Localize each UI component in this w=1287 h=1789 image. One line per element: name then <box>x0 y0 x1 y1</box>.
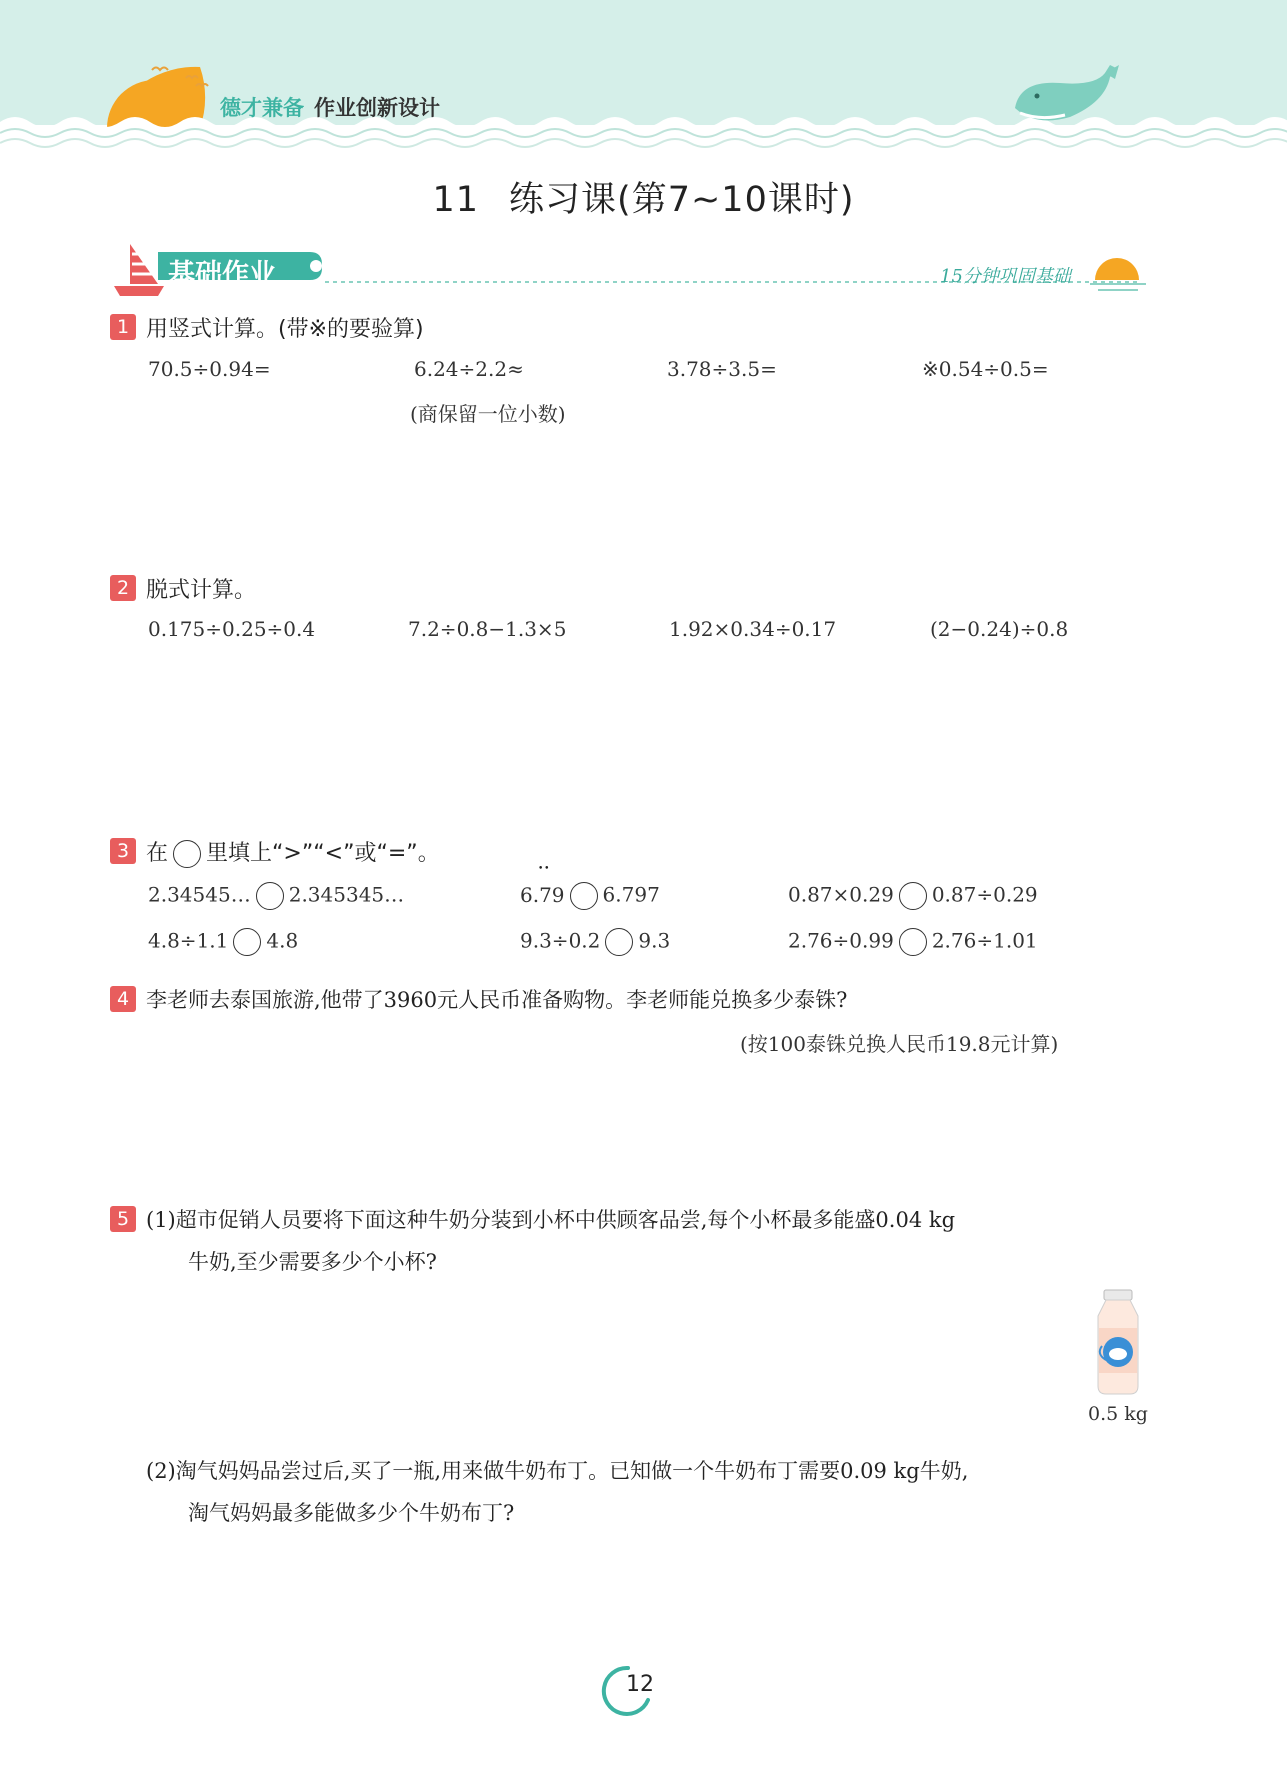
compare-right: 4.8 <box>266 928 299 953</box>
compare-item <box>788 882 1038 910</box>
compare-right: 9.3 <box>638 928 671 953</box>
circle-blank-icon <box>173 840 201 868</box>
brand-dark: 作业创新设计 <box>314 96 440 120</box>
compare-right: 2.76÷1.01 <box>931 928 1038 953</box>
q2-item: 1.92×0.34÷0.17 <box>669 617 837 641</box>
q4-note: (按100泰铢兑换人民币19.8元计算) <box>740 1032 1059 1056</box>
q2-item: (2−0.24)÷0.8 <box>930 617 1069 641</box>
compare-left: 2.76÷0.99 <box>788 928 894 953</box>
question-prompt: 脱式计算。 <box>146 578 257 603</box>
compare-left: • • 6.79 <box>520 883 565 907</box>
section-subtitle: 15分钟巩固基础 <box>940 266 1071 287</box>
lesson-number: 11 <box>432 180 480 220</box>
bottle-label: 0.5 kg <box>1088 1403 1148 1425</box>
page-title <box>0 172 1287 222</box>
q1-item: 70.5÷0.94= <box>148 357 271 381</box>
compare-item <box>148 928 298 956</box>
compare-circle[interactable] <box>605 928 633 956</box>
question-number: 1 <box>110 314 136 340</box>
brand-green: 德才兼备 <box>220 96 304 120</box>
question-number: 5 <box>110 1206 136 1232</box>
q1-item: 3.78÷3.5= <box>667 357 777 381</box>
section-label: 基础作业 <box>168 259 276 290</box>
q1-note: (商保留一位小数) <box>410 402 566 426</box>
q5-part2-line2: 淘气妈妈最多能做多少个牛奶布丁? <box>188 1501 515 1525</box>
page-header <box>0 0 1287 150</box>
page-number: 12 <box>626 1672 654 1697</box>
compare-right: 6.797 <box>602 882 660 907</box>
question-prompt <box>146 836 440 868</box>
compare-circle[interactable] <box>570 882 598 910</box>
compare-left: 2.34545… <box>148 882 251 907</box>
q5-part1-line1: (1)超市促销人员要将下面这种牛奶分装到小杯中供顾客品尝,每个小杯最多能盛0.04 kg <box>146 1208 956 1232</box>
q1-item: ※0.54÷0.5= <box>922 357 1049 381</box>
q3-prompt-b: 里填上“>”“<”或“=”。 <box>206 841 440 866</box>
compare-item <box>520 928 670 956</box>
compare-circle[interactable] <box>899 882 927 910</box>
sailboat-icon <box>114 244 164 296</box>
brand-title <box>220 92 440 122</box>
compare-circle[interactable] <box>899 928 927 956</box>
compare-item <box>148 882 404 910</box>
question-prompt: 用竖式计算。(带※的要验算) <box>146 317 424 342</box>
q2-item: 0.175÷0.25÷0.4 <box>148 617 316 641</box>
compare-left: 9.3÷0.2 <box>520 928 601 953</box>
q5-part1-line2: 牛奶,至少需要多少个小杯? <box>188 1250 437 1274</box>
question-text: 李老师去泰国旅游,他带了3960元人民币准备购物。李老师能兑换多少泰铢? <box>146 988 848 1012</box>
q1-item: 6.24÷2.2≈ <box>414 357 524 381</box>
compare-item <box>520 882 660 910</box>
q5-part2-line1: (2)淘气妈妈品尝过后,买了一瓶,用来做牛奶布丁。已知做一个牛奶布丁需要0.09 kg牛奶, <box>146 1459 969 1483</box>
compare-circle[interactable] <box>233 928 261 956</box>
question-number: 4 <box>110 986 136 1012</box>
question-number: 2 <box>110 575 136 601</box>
compare-right: 2.345345… <box>288 882 405 907</box>
small-sun-icon <box>1090 258 1146 290</box>
q3-prompt-a: 在 <box>146 841 169 866</box>
compare-left: 4.8÷1.1 <box>148 928 229 953</box>
compare-right: 0.87÷0.29 <box>931 882 1038 907</box>
q2-item: 7.2÷0.8−1.3×5 <box>408 617 567 641</box>
milk-bottle-icon <box>1090 1288 1146 1398</box>
lesson-title: 练习课(第7~10课时) <box>509 180 855 220</box>
compare-item <box>788 928 1038 956</box>
compare-left: 0.87×0.29 <box>788 882 894 907</box>
question-number: 3 <box>110 838 136 864</box>
compare-circle[interactable] <box>256 882 284 910</box>
